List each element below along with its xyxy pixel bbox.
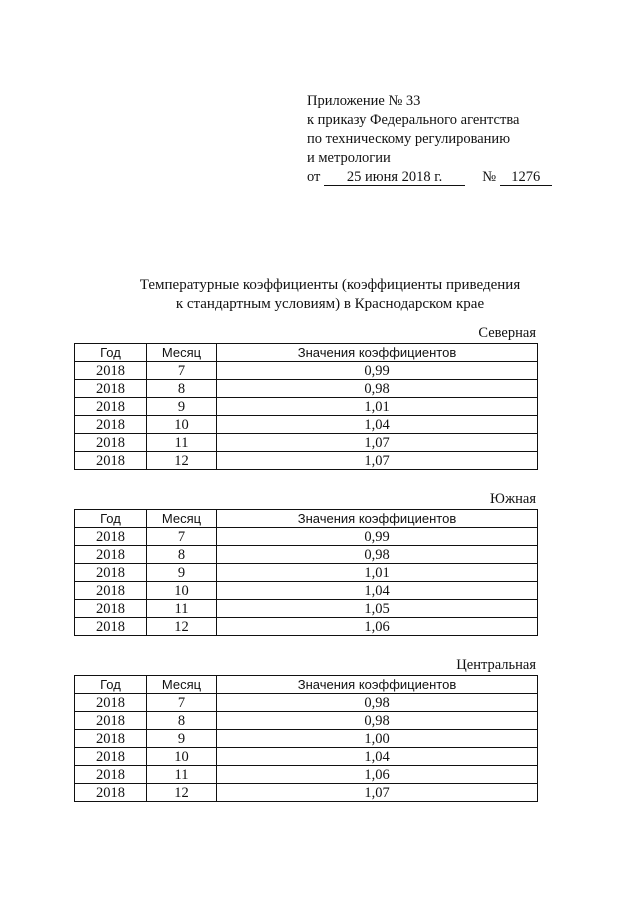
value-cell: 1,07: [217, 452, 538, 470]
table-row: [75, 416, 538, 434]
year-cell: 2018: [75, 416, 147, 434]
month-cell: 7: [147, 694, 217, 712]
value-cell: 1,06: [217, 766, 538, 784]
document-title: [100, 276, 560, 314]
year-cell: 2018: [75, 452, 147, 470]
value-cell: 1,06: [217, 618, 538, 636]
table-row: [75, 712, 538, 730]
month-cell: 11: [147, 600, 217, 618]
month-cell: 8: [147, 712, 217, 730]
year-cell: 2018: [75, 748, 147, 766]
table-row: [75, 748, 538, 766]
year-cell: 2018: [75, 528, 147, 546]
year-cell: 2018: [75, 694, 147, 712]
order-date: 25 июня 2018 г.: [324, 170, 465, 186]
month-cell: 12: [147, 784, 217, 802]
table-row: [75, 784, 538, 802]
year-cell: 2018: [75, 380, 147, 398]
value-cell: 1,01: [217, 398, 538, 416]
year-cell: 2018: [75, 618, 147, 636]
year-cell: 2018: [75, 600, 147, 618]
month-cell: 10: [147, 416, 217, 434]
table-row: [75, 380, 538, 398]
year-cell: 2018: [75, 434, 147, 452]
region-label-north: Северная: [478, 325, 536, 341]
month-cell: 9: [147, 730, 217, 748]
table-header-row: [75, 344, 538, 362]
month-cell: 12: [147, 452, 217, 470]
coefficients-table-central: [74, 675, 538, 802]
month-cell: 11: [147, 766, 217, 784]
column-header-year: Год: [75, 676, 147, 694]
metrology-line: и метрологии: [307, 150, 391, 166]
value-cell: 1,05: [217, 600, 538, 618]
appendix-number: Приложение № 33: [307, 93, 421, 109]
value-cell: 0,99: [217, 528, 538, 546]
month-cell: 8: [147, 546, 217, 564]
month-cell: 9: [147, 564, 217, 582]
year-cell: 2018: [75, 546, 147, 564]
table-row: [75, 564, 538, 582]
year-cell: 2018: [75, 582, 147, 600]
table-row: [75, 528, 538, 546]
value-cell: 1,07: [217, 434, 538, 452]
coefficients-table-north: [74, 343, 538, 470]
year-cell: 2018: [75, 564, 147, 582]
table-row: [75, 618, 538, 636]
value-cell: 1,04: [217, 416, 538, 434]
month-cell: 10: [147, 582, 217, 600]
table-header-row: [75, 510, 538, 528]
table-row: [75, 766, 538, 784]
year-cell: 2018: [75, 712, 147, 730]
month-cell: 10: [147, 748, 217, 766]
value-cell: 0,98: [217, 694, 538, 712]
value-cell: 0,99: [217, 362, 538, 380]
column-header-month: Месяц: [147, 676, 217, 694]
table-row: [75, 362, 538, 380]
coefficients-table-south: [74, 509, 538, 636]
year-cell: 2018: [75, 362, 147, 380]
region-label-south: Южная: [490, 491, 536, 507]
order-reference-line: к приказу Федерального агентства: [307, 112, 520, 128]
column-header-month: Месяц: [147, 344, 217, 362]
year-cell: 2018: [75, 730, 147, 748]
table-row: [75, 398, 538, 416]
column-header-value: Значения коэффициентов: [217, 676, 538, 694]
table-row: [75, 434, 538, 452]
value-cell: 0,98: [217, 712, 538, 730]
column-header-value: Значения коэффициентов: [217, 510, 538, 528]
value-cell: 1,07: [217, 784, 538, 802]
month-cell: 11: [147, 434, 217, 452]
month-cell: 7: [147, 362, 217, 380]
order-number: 1276: [500, 170, 552, 186]
month-cell: 7: [147, 528, 217, 546]
table-row: [75, 730, 538, 748]
column-header-value: Значения коэффициентов: [217, 344, 538, 362]
title-line-1: Температурные коэффициенты (коэффициенты приведения: [139, 277, 521, 293]
column-header-year: Год: [75, 344, 147, 362]
value-cell: 0,98: [217, 380, 538, 398]
month-cell: 12: [147, 618, 217, 636]
from-label: от: [307, 169, 321, 185]
month-cell: 9: [147, 398, 217, 416]
month-cell: 8: [147, 380, 217, 398]
table-row: [75, 546, 538, 564]
agency-line: по техническому регулированию: [307, 131, 511, 147]
number-label: №: [482, 169, 497, 185]
year-cell: 2018: [75, 784, 147, 802]
value-cell: 1,00: [217, 730, 538, 748]
value-cell: 1,04: [217, 748, 538, 766]
year-cell: 2018: [75, 766, 147, 784]
order-date-number-line: [307, 168, 552, 187]
column-header-year: Год: [75, 510, 147, 528]
year-cell: 2018: [75, 398, 147, 416]
title-line-2: к стандартным условиям) в Краснодарском крае: [175, 296, 485, 312]
region-label-central: Центральная: [456, 657, 536, 673]
value-cell: 1,01: [217, 564, 538, 582]
table-row: [75, 452, 538, 470]
value-cell: 0,98: [217, 546, 538, 564]
table-header-row: [75, 676, 538, 694]
document-header: [307, 92, 552, 187]
column-header-month: Месяц: [147, 510, 217, 528]
table-row: [75, 600, 538, 618]
table-row: [75, 582, 538, 600]
table-row: [75, 694, 538, 712]
value-cell: 1,04: [217, 582, 538, 600]
